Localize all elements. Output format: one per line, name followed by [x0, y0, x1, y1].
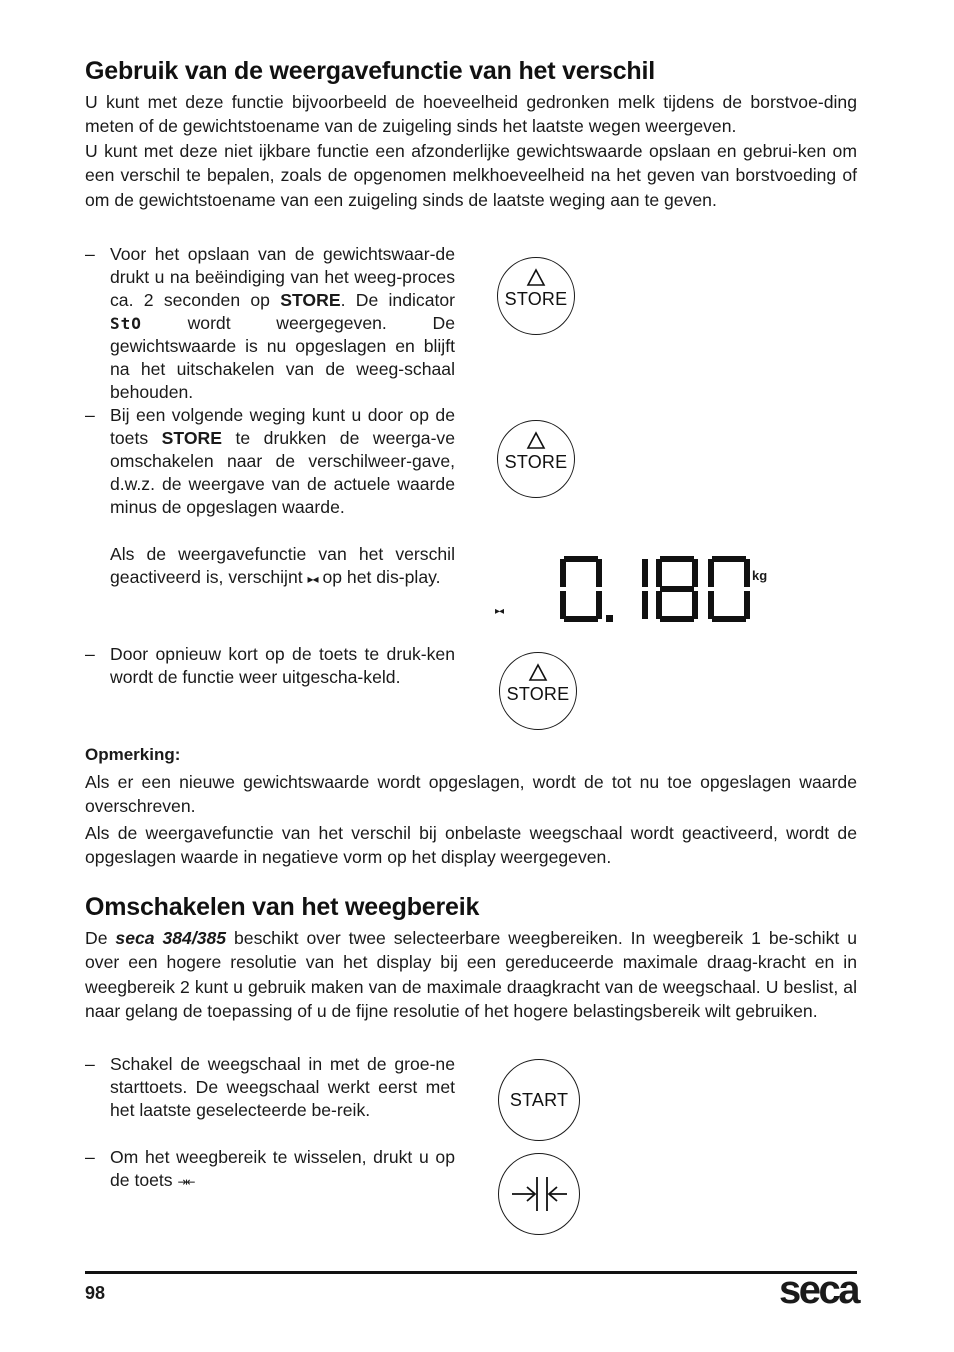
- list-item-store-save: [85, 243, 455, 404]
- list-item-range-switch: [85, 1146, 455, 1194]
- display-unit: kg: [752, 568, 768, 583]
- intro-paragraph-2: U kunt met deze niet ijkbare functie een afzonderlijke gewichtswaarde opslaan en gebrui-ken om een verschil te bepalen, zoals de opgenomen melkhoeveelheid na het geven van borstvoeding of om de gewichtstoename van een zuigeling sinds de laatste weging aan te geven.: [85, 141, 857, 210]
- note-paragraph-2: Als de weergavefunctie van het verschil bij onbelaste weegschaal wordt geactiveerd, wordt de opgeslagen waarde in negatieve vorm op het display weergegeven.: [85, 823, 857, 868]
- list-item-text: Bij een volgende weging kunt u door op de toets STORE te drukken de weerga-ve omschakelen naar de verschilweer-gave, d.w.z. de weergave van de actuele waarde minus de opgeslagen waarde.: [110, 405, 456, 517]
- list-item-store-difference: [85, 404, 455, 519]
- intro-paragraph-1: U kunt met deze functie bijvoorbeeld de hoeveelheid gedronken melk tijdens de borstvoe-ding meten of de gewichtstoename van de zuigeling sinds het laatste wegen weergeven.: [85, 92, 857, 137]
- difference-indicator-icon: ▸◂: [495, 606, 504, 617]
- list-item-text: Schakel de weegschaal in met de groe-ne starttoets. De weegschaal werkt eerst met het laatste geselecteerde be-reik.: [110, 1054, 455, 1120]
- note-heading: Opmerking:: [85, 745, 181, 764]
- section-title-weighing-range: Omschakelen van het weegbereik: [85, 893, 480, 921]
- store-button-2[interactable]: [497, 420, 575, 498]
- list-item-text: Om het weegbereik te wisselen, drukt u op de toets ⇥⇤: [110, 1147, 455, 1190]
- list-dash: –: [85, 244, 95, 264]
- list-item-start: [85, 1053, 455, 1122]
- range-paragraph: De seca 384/385 beschikt over twee selecteerbare weegbereiken. In weegbereik 1 be-schikt u over een hogere resolutie van het display bij een gereduceerde maximale draag-kracht en in weegbereik 2 kunt u gebruik maken van de maximale draagkracht van de weegschaal. U beslist, al naar gelang de toepassing of u de fijne resolutie of het hogere belastingsbereik wilt gebruiken.: [85, 928, 857, 1022]
- range-switch-icon: [510, 1175, 568, 1213]
- range-switch-icon: ⇥⇤: [177, 1175, 194, 1189]
- sto-indicator: StO: [110, 314, 142, 333]
- list-item-text: Voor het opslaan van de gewichtswaar-de drukt u na beëindiging van het weeg-proces ca. 2 seconden op STORE. De indicator StO wordt weergegeven. De gewichtswaarde is nu opgeslagen en blijft na het uitschakelen van de weeg-schaal behouden.: [110, 244, 456, 402]
- list-dash: –: [85, 644, 95, 664]
- list-dash: –: [85, 1054, 95, 1074]
- model-name: seca 384/385: [115, 928, 227, 948]
- difference-indicator-icon: ▸◂: [307, 572, 318, 586]
- note-paragraph-1: Als er een nieuwe gewichtswaarde wordt opgeslagen, wordt de tot nu toe opgeslagen waarde overschreven.: [85, 772, 857, 817]
- list-dash: –: [85, 1147, 95, 1167]
- start-button-label: START: [509, 1090, 569, 1110]
- seven-segment-value: [560, 556, 750, 622]
- page-number: 98: [85, 1283, 106, 1303]
- start-button[interactable]: [498, 1059, 580, 1141]
- store-button-label: STORE: [506, 684, 570, 704]
- store-button-1[interactable]: [497, 257, 575, 335]
- triangle-up-icon: [525, 268, 547, 288]
- weight-display: [495, 550, 785, 630]
- footer-rule: [85, 1271, 857, 1274]
- range-switch-button[interactable]: [498, 1153, 580, 1235]
- list-dash: –: [85, 405, 95, 425]
- list-item-store-off: [85, 643, 455, 689]
- triangle-up-icon: [525, 431, 547, 451]
- triangle-up-icon: [527, 663, 549, 683]
- store-button-label: STORE: [504, 289, 568, 309]
- section-title-difference: Gebruik van de weergavefunctie van het verschil: [85, 57, 655, 85]
- store-button-label: STORE: [504, 452, 568, 472]
- store-button-3[interactable]: [499, 652, 577, 730]
- list-item-text: Door opnieuw kort op de toets te druk-ken wordt de functie weer uitgescha-keld.: [110, 644, 455, 687]
- list-item-continuation: Als de weergavefunctie van het verschil geactiveerd is, verschijnt ▸◂ op het dis-play.: [110, 544, 455, 587]
- brand-logo: seca: [779, 1268, 858, 1312]
